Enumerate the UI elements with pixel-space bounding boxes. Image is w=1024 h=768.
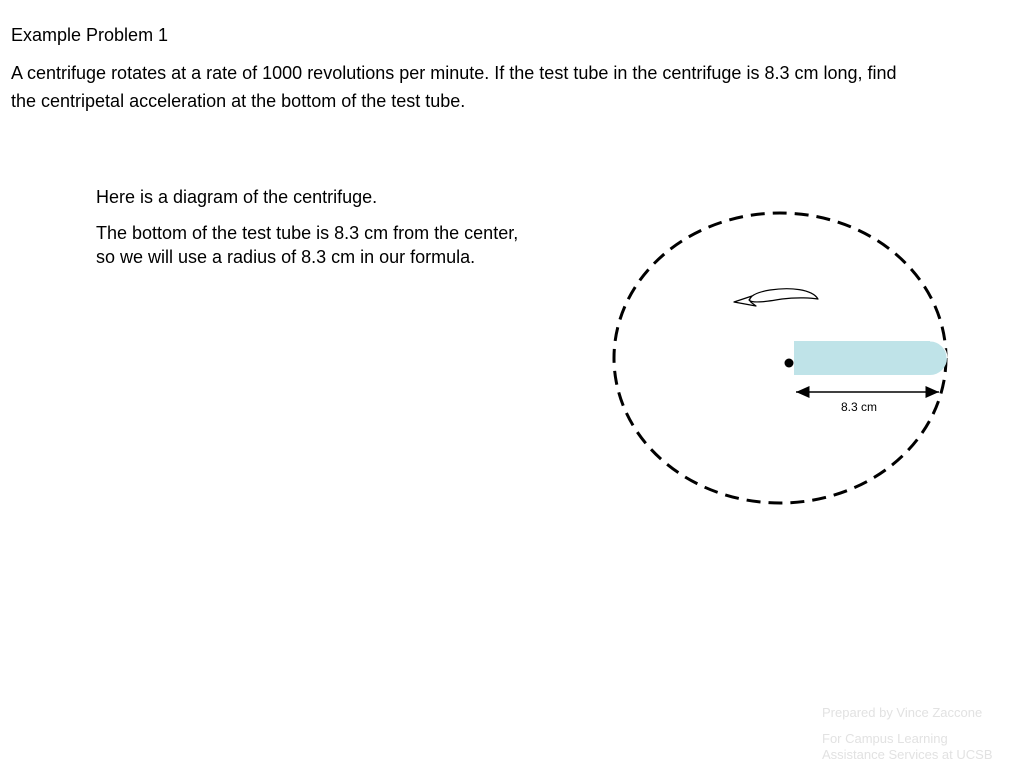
explanation-line-2: The bottom of the test tube is 8.3 cm from the center,: [96, 223, 519, 243]
problem-line-1: A centrifuge rotates at a rate of 1000 revolutions per minute. If the test tube in the centrifuge is 8.3 cm long, find: [11, 63, 897, 83]
center-point: [785, 359, 794, 368]
slide-title: Example Problem 1: [11, 25, 169, 45]
footer-organization-line-1: For Campus Learning: [822, 731, 948, 746]
footer-organization: [822, 731, 993, 763]
explanation-line-3: so we will use a radius of 8.3 cm in our formula.: [96, 247, 476, 267]
footer-organization-line-2: Assistance Services at UCSB: [822, 747, 993, 762]
explanation-line-1: Here is a diagram of the centrifuge.: [96, 187, 378, 207]
test-tube: [794, 341, 947, 375]
problem-line-2: the centripetal acceleration at the bottom of the test tube.: [11, 91, 466, 111]
tube-length-label: 8.3 cm: [840, 400, 878, 414]
rotation-arrow-icon: [734, 289, 818, 306]
footer-credit: Prepared by Vince Zaccone: [822, 705, 983, 720]
